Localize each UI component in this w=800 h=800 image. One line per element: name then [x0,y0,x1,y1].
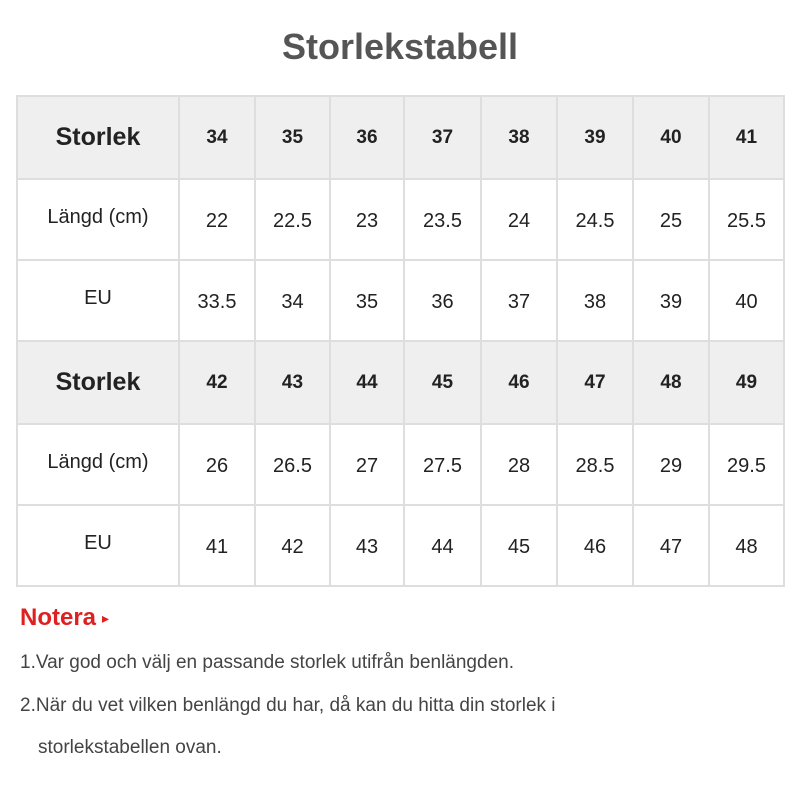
value-cell: 44 [404,505,481,586]
size-cell: 46 [481,341,557,424]
value-cell: 41 [179,505,255,586]
row-label-length: Längd (cm) [17,179,179,260]
value-cell: 45 [481,505,557,586]
size-cell: 37 [404,96,481,179]
table-row [17,260,784,341]
value-cell: 46 [557,505,633,586]
value-cell: 27 [330,424,404,505]
note-line-1: 1.Var god och välj en passande storlek utifrån benlängden. [20,652,514,673]
size-cell: 41 [709,96,784,179]
size-cell: 45 [404,341,481,424]
size-cell: 47 [557,341,633,424]
note-line-3: storlekstabellen ovan. [38,737,222,758]
row-label-length: Längd (cm) [17,424,179,505]
value-cell: 23 [330,179,404,260]
row-label-eu: EU [17,505,179,586]
size-cell: 44 [330,341,404,424]
table-row [17,424,784,505]
value-cell: 22.5 [255,179,330,260]
value-cell: 26 [179,424,255,505]
value-cell: 34 [255,260,330,341]
value-cell: 29 [633,424,709,505]
value-cell: 48 [709,505,784,586]
table-row [17,505,784,586]
size-cell: 42 [179,341,255,424]
size-cell: 39 [557,96,633,179]
value-cell: 39 [633,260,709,341]
size-cell: 38 [481,96,557,179]
size-header-row [17,341,784,424]
value-cell: 43 [330,505,404,586]
value-cell: 22 [179,179,255,260]
size-cell: 49 [709,341,784,424]
size-cell: 35 [255,96,330,179]
value-cell: 24.5 [557,179,633,260]
size-table [16,95,785,587]
arrow-right-icon: ▸ [102,610,110,626]
size-cell: 40 [633,96,709,179]
value-cell: 37 [481,260,557,341]
value-cell: 28.5 [557,424,633,505]
value-cell: 40 [709,260,784,341]
page-title: Storlekstabell [281,26,519,67]
value-cell: 26.5 [255,424,330,505]
value-cell: 23.5 [404,179,481,260]
value-cell: 47 [633,505,709,586]
value-cell: 38 [557,260,633,341]
value-cell: 35 [330,260,404,341]
value-cell: 24 [481,179,557,260]
size-cell: 43 [255,341,330,424]
size-header-row [17,96,784,179]
row-label-storlek: Storlek [17,96,179,179]
value-cell: 27.5 [404,424,481,505]
value-cell: 36 [404,260,481,341]
value-cell: 25.5 [709,179,784,260]
size-cell: 36 [330,96,404,179]
note-heading-label: Notera [20,604,97,631]
size-cell: 34 [179,96,255,179]
note-heading [20,604,109,632]
table-row [17,179,784,260]
row-label-eu: EU [17,260,179,341]
value-cell: 42 [255,505,330,586]
value-cell: 28 [481,424,557,505]
value-cell: 33.5 [179,260,255,341]
size-cell: 48 [633,341,709,424]
value-cell: 29.5 [709,424,784,505]
note-line-2: 2.När du vet vilken benlängd du har, då kan du hitta din storlek i [20,695,556,716]
value-cell: 25 [633,179,709,260]
row-label-storlek: Storlek [17,341,179,424]
